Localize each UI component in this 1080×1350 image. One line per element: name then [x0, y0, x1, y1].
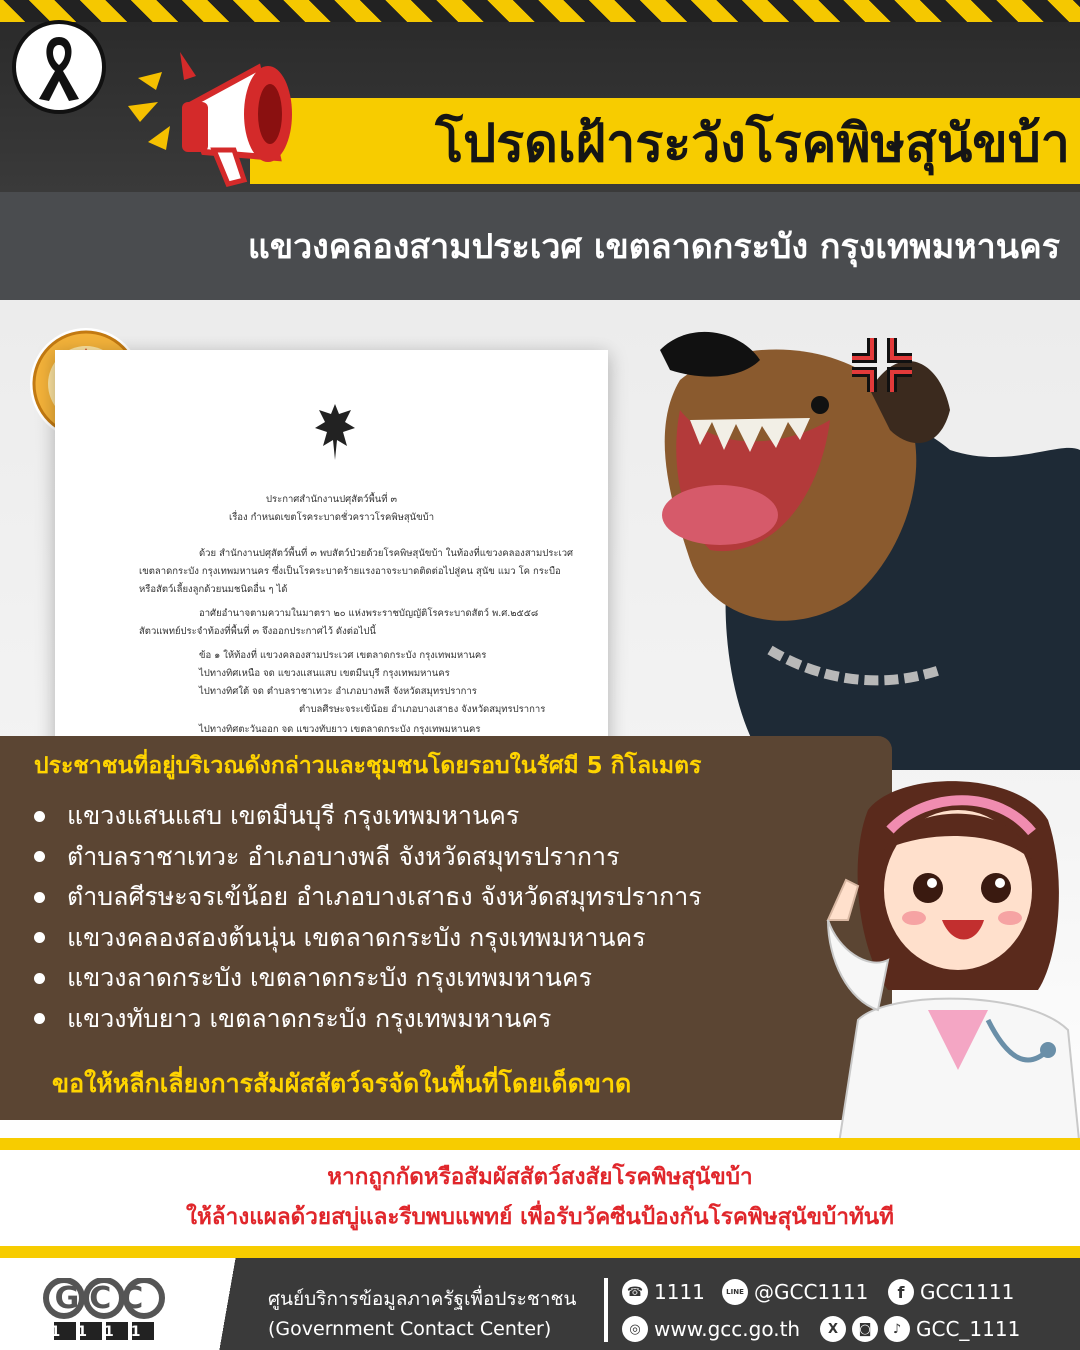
contact-social[interactable] — [820, 1316, 1020, 1342]
mourning-ribbon-icon — [12, 20, 106, 114]
facebook-page: GCC1111 — [920, 1280, 1015, 1304]
divider-stripe-bottom — [0, 1246, 1080, 1258]
area-label: แขวงทับยาว เขตลาดกระบัง กรุงเทพมหานคร — [67, 1003, 552, 1033]
warning-line-1: หากถูกกัดหรือสัมผัสสัตว์สงสัยโรคพิษสุนัขบ้า — [327, 1164, 753, 1190]
list-item — [34, 999, 874, 1040]
tiktok-icon: ♪ — [884, 1316, 910, 1342]
phone-number: 1111 — [654, 1280, 705, 1304]
document-line: ตำบลศีรษะจระเข้น้อย อำเภอบางเสาธง จังหวัดสมุทรปราการ — [299, 704, 546, 715]
facebook-icon: f — [888, 1279, 914, 1305]
bullet-icon — [34, 851, 45, 862]
document-line: เขตลาดกระบัง กรุงเทพมหานคร ซึ่งเป็นโรคระบาดร้ายแรงอาจระบาดติดต่อไปสู่คน สุนัข แมว โค กระบือ — [139, 566, 561, 577]
phone-icon: ☎ — [622, 1279, 648, 1305]
x-icon: X — [820, 1316, 846, 1342]
line-icon: LINE — [722, 1279, 748, 1305]
document-line: ด้วย สำนักงานปศุสัตว์พื้นที่ ๓ พบสัตว์ป่วยด้วยโรคพิษสุนัขบ้า ในท้องที่แขวงคลองสามประเวศ — [199, 548, 574, 559]
document-line: ไปทางทิศใต้ จด ตำบลราชาเทวะ อำเภอบางพลี จังหวัดสมุทรปราการ — [199, 686, 477, 697]
list-item — [34, 877, 874, 918]
megaphone-icon — [118, 46, 318, 196]
area-label: ตำบลราชาเทวะ อำเภอบางพลี จังหวัดสมุทรปราการ — [67, 841, 620, 871]
document-line: ข้อ ๑ ให้ท้องที่ แขวงคลองสามประเวศ เขตลาดกระบัง กรุงเทพมหานคร — [199, 650, 487, 661]
list-item — [34, 837, 874, 878]
document-line: อาศัยอำนาจตามความในมาตรา ๒๐ แห่งพระราชบัญญัติโรคระบาดสัตว์ พ.ศ.๒๕๕๘ — [199, 608, 539, 619]
bullet-icon — [34, 932, 45, 943]
document-line: ไปทางทิศตะวันออก จด แขวงทับยาว เขตลาดกระบัง กรุงเทพมหานคร — [199, 724, 481, 735]
announcement-document — [55, 350, 608, 770]
globe-icon: ◎ — [622, 1316, 648, 1342]
anger-symbol-icon — [842, 330, 922, 400]
bullet-icon — [34, 892, 45, 903]
line-id: @GCC1111 — [754, 1280, 869, 1304]
gcc-logo-text: GCC — [54, 1281, 154, 1316]
document-line: สัตวแพทย์ประจำท้องที่พื้นที่ ๓ จึงออกประกาศไว้ ดังต่อไปนี้ — [139, 626, 376, 637]
bullet-icon — [34, 1013, 45, 1024]
garuda-emblem-icon — [313, 402, 357, 462]
document-heading-1: ประกาศสำนักงานปศุสัตว์พื้นที่ ๓ — [265, 494, 398, 505]
hazard-stripe-top — [0, 0, 1080, 22]
document-line: หรือสัตว์เลี้ยงลูกด้วยนมชนิดอื่น ๆ ได้ — [139, 584, 288, 595]
affected-areas-list — [34, 796, 874, 1039]
avoid-contact-notice: ขอให้หลีกเลี่ยงการสัมผัสสัตว์จรจัดในพื้นที่โดยเด็ดขาด — [52, 1069, 632, 1098]
contact-website[interactable] — [622, 1316, 800, 1342]
contact-facebook[interactable] — [888, 1279, 1014, 1305]
divider-stripe-top — [0, 1138, 1080, 1150]
list-item — [34, 796, 874, 837]
footer-divider — [604, 1278, 608, 1342]
area-label: แขวงแสนแสบ เขตมีนบุรี กรุงเทพมหานคร — [67, 801, 520, 831]
affected-areas-heading: ประชาชนที่อยู่บริเวณดังกล่าวและชุมชนโดยรอบในรัศมี 5 กิโลเมตร — [34, 753, 702, 779]
warning-line-2: ให้ล้างแผลด้วยสบู่และรีบพบแพทย์ เพื่อรับวัคซีนป้องกันโรคพิษสุนัขบ้าทันที — [185, 1204, 895, 1230]
footer-org-english: (Government Contact Center) — [268, 1318, 552, 1340]
page-title: โปรดเฝ้าระวังโรคพิษสุนัขบ้า — [435, 113, 1070, 174]
list-item — [34, 918, 874, 959]
area-label: แขวงคลองสองต้นนุ่น เขตลาดกระบัง กรุงเทพมหานคร — [67, 922, 646, 952]
gcc-logo-number: 1111 — [50, 1324, 158, 1340]
contact-phone[interactable] — [622, 1279, 705, 1305]
gcc-logo — [40, 1278, 168, 1340]
area-label: ตำบลศีรษะจรเข้น้อย อำเภอบางเสาธง จังหวัดสมุทรปราการ — [67, 882, 702, 912]
bullet-icon — [34, 973, 45, 984]
social-handle: GCC_1111 — [916, 1317, 1021, 1341]
area-label: แขวงลาดกระบัง เขตลาดกระบัง กรุงเทพมหานคร — [67, 963, 593, 993]
veterinarian-illustration — [818, 770, 1080, 1150]
document-heading-2: เรื่อง กำหนดเขตโรคระบาดชั่วคราวโรคพิษสุนัขบ้า — [228, 512, 435, 523]
page-subtitle: แขวงคลองสามประเวศ เขตลาดกระบัง กรุงเทพมหานคร — [247, 227, 1060, 267]
instagram-icon: ◙ — [852, 1316, 878, 1342]
website-url: www.gcc.go.th — [654, 1317, 801, 1341]
list-item — [34, 958, 874, 999]
contact-line[interactable] — [722, 1279, 868, 1305]
footer-org-thai: ศูนย์บริการข้อมูลภาครัฐเพื่อประชาชน — [268, 1288, 577, 1310]
document-line: ไปทางทิศเหนือ จด แขวงแสนแสบ เขตมีนบุรี กรุงเทพมหานคร — [199, 668, 450, 679]
bullet-icon — [34, 811, 45, 822]
